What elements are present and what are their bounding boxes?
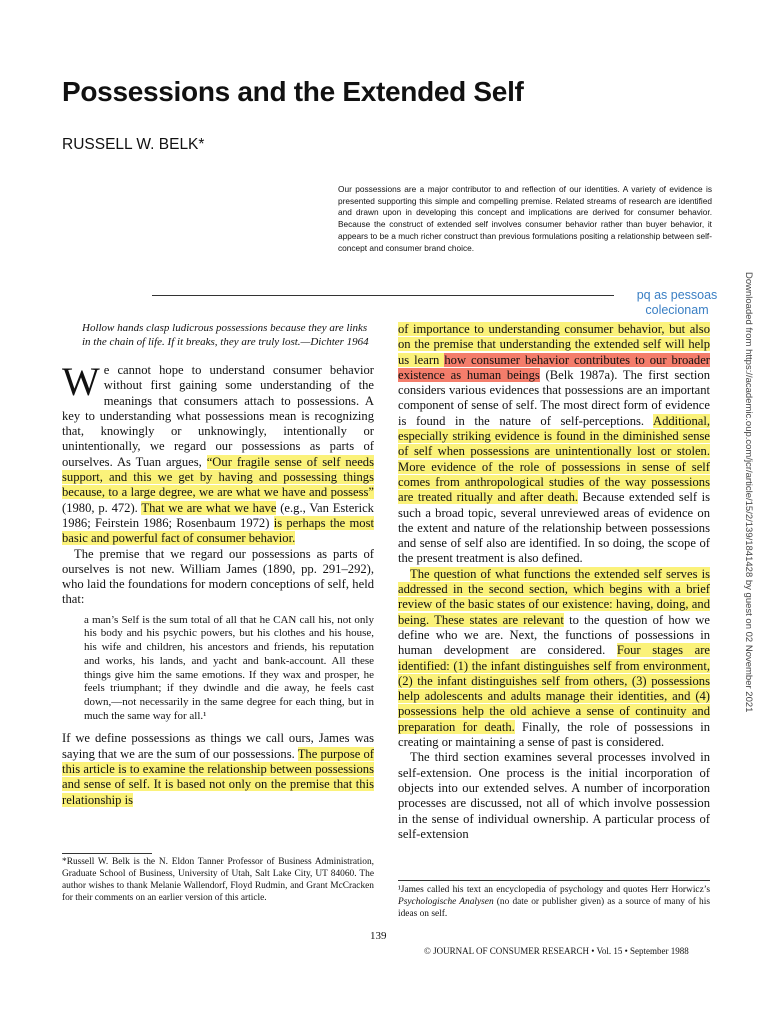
highlight-yellow: The question of what functions the extended self serves is addressed in the second section, which begins with a brief review of the basic states of our existence: having, doing, and being. These states are relevant — [398, 566, 710, 627]
text-run: (Belk 1987a). The first section considers various evidences that possessions are an important component of sense of self. The most direct form of evidence is found in the nature of self-perceptions. — [398, 367, 710, 428]
author-name: RUSSELL W. BELK* — [62, 136, 205, 153]
highlight-yellow: of importance to understanding consumer behavior, but also on the premise that understanding the extended self will help us learn — [398, 322, 710, 367]
purpose-paragraph — [62, 731, 374, 807]
text-run: to the question of how we define who we are. Next, the functions of possessions in human development are considered. — [398, 612, 710, 658]
processes-paragraph: The third section examines several processes involved in self-extension. One process is the initial incorporation of objects into our extended selves. A number of incorporation processes are discussed, not all of which involve possession in the sense of individual ownership. A particular process of self-extension — [398, 750, 710, 841]
block-quote: a man’s Self is the sum total of all that he CAN call his, not only his body and his psychic powers, but his clothes and his house, his wife and children, his ancestors and friends, his reputation and works, his lands, and yacht and bank-account. All these things give him the same emotions. If they wax and prosper, he feels triumphant; if they dwindle and die away, he feels cast down,—not necessarily in the same degree for each thing, but in much the same way for all.¹ — [84, 613, 374, 722]
text-run: (no date or publisher given) as a source of many of his ideas on self. — [398, 897, 710, 919]
functions-paragraph — [398, 567, 710, 751]
drop-cap: W — [62, 359, 100, 404]
text-run: (e.g., Van Esterick 1986; Feirstein 1986; Rosenbaum 1972) — [62, 500, 374, 530]
premise-paragraph: The premise that we regard our possessions as parts of ourselves is not new. William James (1890, pp. 291–292), who laid the foundations for modern conceptions of self, held that: — [62, 546, 374, 607]
james-footnote — [398, 884, 710, 920]
text-run: (1980, p. 472). — [62, 500, 142, 515]
continuation-paragraph — [398, 322, 710, 567]
footnote-divider-left — [62, 853, 152, 854]
intro-paragraph — [62, 359, 375, 547]
text-run: If we define possessions as things we call ours, James was saying that we are the sum of our possessions. — [62, 731, 374, 761]
highlight-yellow: “Our fragile sense of self needs support, and this we get by having and possessing things because, to a large degree, we are what we have and possess” — [62, 454, 375, 500]
highlight-yellow: Additional, especially striking evidence is found in the diminished sense of self when possessions are unintentionally lost or stolen. More evidence of the role of possessions in sense of self comes from anthropological studies of the way possessions are treated ritually and after death. — [398, 413, 710, 505]
download-watermark-text: Downloaded from https://academic.oup.com/jcr/article/15/2/139/1841428 by guest on 02 November 2021 — [743, 272, 754, 713]
handwritten-annotation: pq as pessoas colecionam — [636, 288, 718, 317]
footnote-divider-right — [398, 880, 710, 881]
left-column — [62, 322, 374, 808]
epigraph: Hollow hands clasp ludicrous possessions because they are links in the chain of life. If it breaks, they are truly lost.—Dichter 1964 — [82, 322, 369, 348]
italic-title: Psychologische Analysen — [398, 897, 494, 907]
highlight-yellow: Four stages are identified: (1) the infant distinguishes self from environment, (2) the infant distinguishes self from others, (3) possessions help adolescents and adults manage their identities, and (4) possessions help the old achieve a sense of continuity and preparation for death. — [398, 643, 710, 734]
text-run: ¹James called his text an encyclopedia of psychology and quotes Herr Horwicz’s — [398, 885, 710, 895]
highlight-yellow: is perhaps the most basic and powerful fact of consumer behavior. — [62, 515, 374, 546]
highlight-yellow: The purpose of this article is to examine the relationship between possessions and sense of self. It is based not only on the premise that this relationship is — [62, 746, 374, 807]
author-footnote: *Russell W. Belk is the N. Eldon Tanner Professor of Business Administration, Graduate School of Business, University of Utah, Salt Lake City, UT 84060. The author wishes to thank Melanie Wallendorf, Floyd Rudmin, and Grant McCracken for their comments on an earlier version of this article. — [62, 857, 374, 903]
text-run: Finally, the role of possessions in creating or maintaining a sense of past is considered. — [398, 719, 710, 750]
text-run: e cannot hope to understand consumer behavior without first gaining some understanding of the meanings that consumers attach to possessions. A key to understanding what possessions mean is recognizing that, knowingly or unknowingly, intentionally or unintentionally, we regard our possessions as parts of ourselves. As Tuan argues, — [62, 363, 374, 469]
text-run: Because extended self is such a broad topic, several unreviewed areas of evidence on the extent and nature of the relationship between possessions and sense of self also are identified. In so doing, the scope of the present treatment is also defined. — [398, 490, 710, 566]
right-column — [398, 322, 710, 842]
page-number: 139 — [370, 930, 387, 942]
download-watermark — [740, 270, 762, 770]
journal-citation: © JOURNAL OF CONSUMER RESEARCH • Vol. 15 • September 1988 — [424, 946, 689, 956]
abstract-divider — [152, 295, 614, 296]
abstract: Our possessions are a major contributor to and reflection of our identities. A variety of evidence is presented supporting this simple and compelling premise. Related streams of research are identified and drawn upon in developing this concept and implications are derived for consumer behavior. Because the construct of extended self involves consumer behavior rather than buyer behavior, it appears to be a much richer construct than previous formulations positing a relationship between self-concept and consumer brand choice. — [338, 184, 712, 253]
article-title: Possessions and the Extended Self — [62, 76, 524, 107]
highlight-red: how consumer behavior contributes to our broader existence as human beings — [398, 352, 710, 382]
highlight-yellow: That we are what we have — [141, 500, 277, 515]
